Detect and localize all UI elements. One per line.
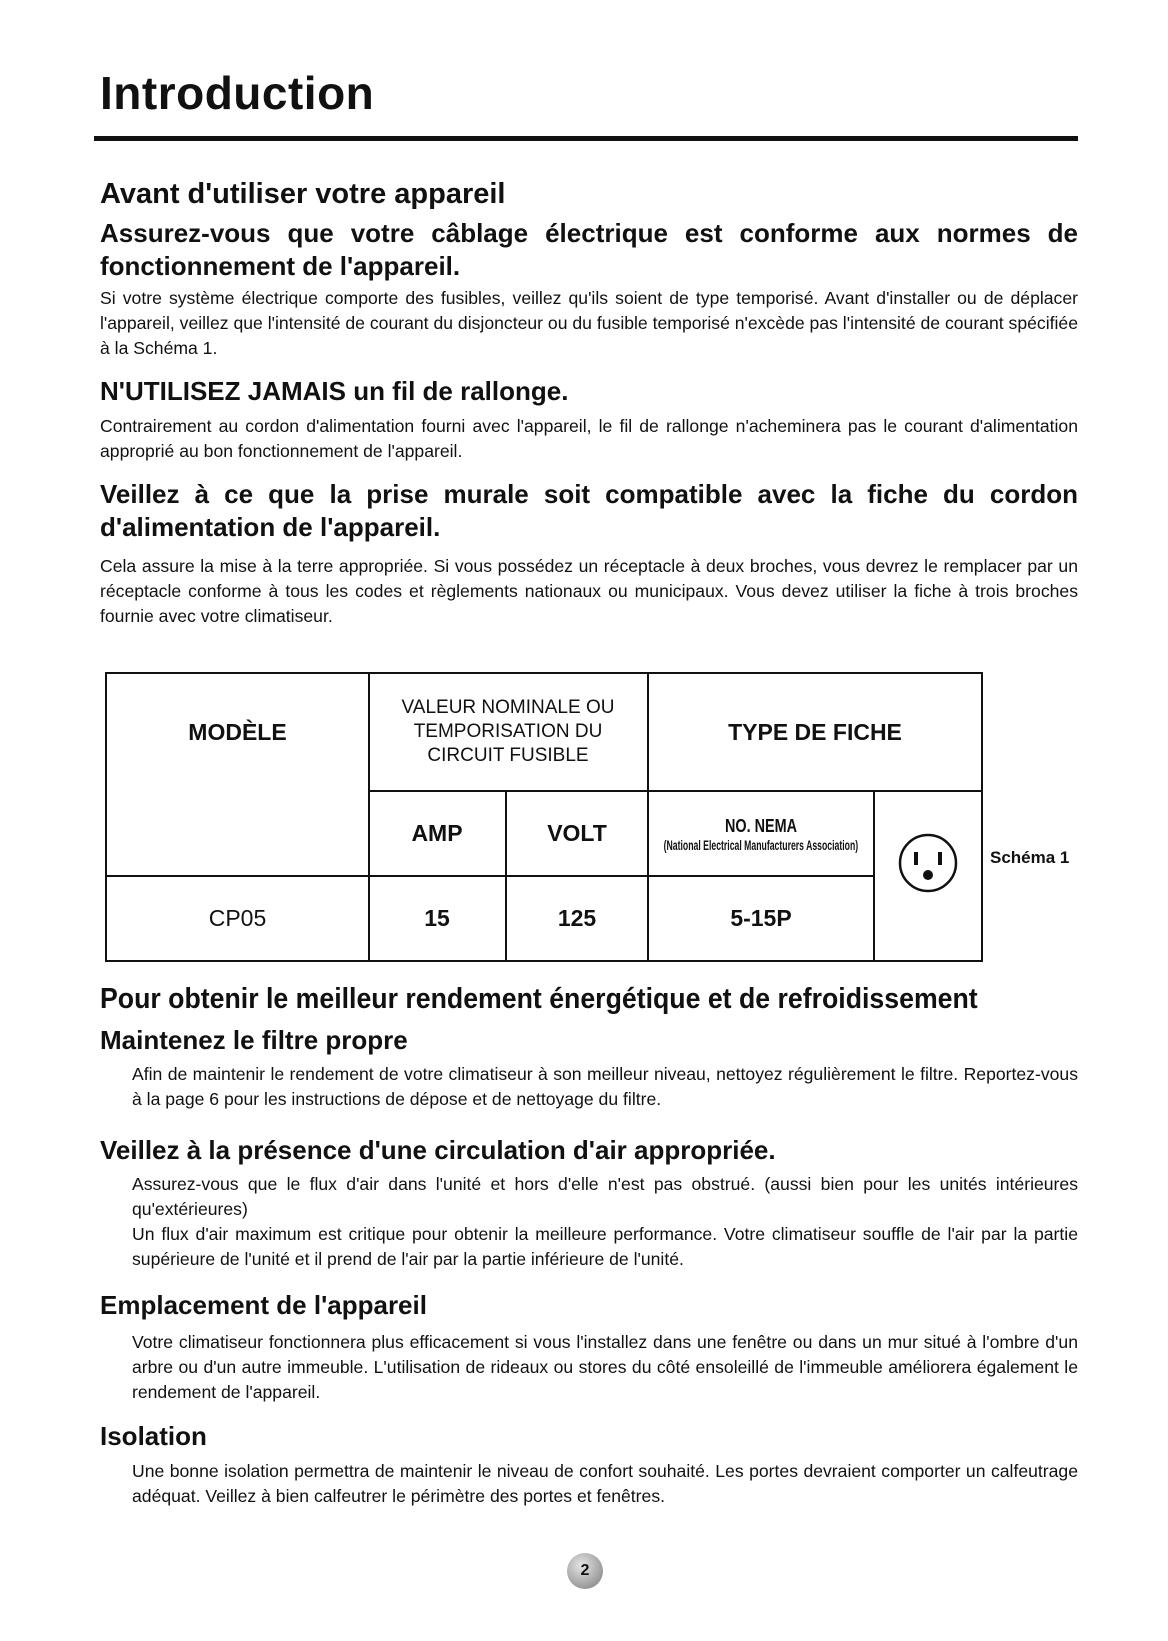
subheading-wiring: Assurez-vous que votre câblage électrique est conforme aux normes de fonctionnement de l'appareil. — [100, 218, 1078, 281]
header-volt: VOLT — [547, 820, 607, 846]
paragraph-location: Votre climatiseur fonctionnera plus efficacement si vous l'installez dans une fenêtre ou dans un mur situé à l'ombre d'un arbre ou d'un autre immeuble. L'utilisation de rideaux ou stores du côté ensoleillé de l'immeuble améliorera également le rendement de l'appareil. — [132, 1332, 1078, 1402]
nema-label: NO. NEMA — [725, 816, 797, 836]
paragraph-insulation: Une bonne isolation permettra de maintenir le niveau de confort souhaité. Les portes devraient comporter un calfeutrage adéquat. Veillez à bien calfeutrer le périmètre des portes et fenêtres. — [132, 1461, 1078, 1506]
paragraph-fuses: Si votre système électrique comporte des fusibles, veillez qu'ils soient de type temporisé. Avant d'installer ou de déplacer l'appareil, veillez que l'intensité de courant du disjoncteur ou du fusible temporisé n'excède pas l'intensité de courant spécifiée à la Schéma 1. — [100, 288, 1078, 358]
three-prong-outlet-icon — [897, 832, 959, 899]
subheading-airflow: Veillez à la présence d'une circulation d'air appropriée. — [100, 1135, 776, 1165]
paragraph-airflow-1: Assurez-vous que le flux d'air dans l'unité et hors d'elle n'est pas obstrué. (aussi bien pour les unités intérieures qu'extérieures) — [132, 1174, 1078, 1219]
cell-model: CP05 — [208, 905, 267, 931]
subheading-insulation: Isolation — [100, 1421, 207, 1451]
subheading-location: Emplacement de l'appareil — [100, 1290, 427, 1320]
page-title: Introduction — [100, 67, 375, 119]
header-rating: VALEUR NOMINALE OU TEMPORISATION DU CIRCUIT FUSIBLE — [401, 697, 615, 766]
paragraph-grounding: Cela assure la mise à la terre appropriée. Si vous possédez un réceptacle à deux broches, vous devrez le remplacer par un réceptacle conforme à tous les codes et règlements nationaux ou municipaux. Vous devez utiliser la fiche à trois broches fournie avec votre climatiseur. — [100, 556, 1078, 626]
nema-note: (National Electrical Manufacturers Association) — [663, 837, 859, 853]
paragraph-airflow-2: Un flux d'air maximum est critique pour obtenir la meilleure performance. Votre climatiseur souffle de l'air par la partie supérieure de l'unité et il prend de l'air par la partie inférieure de l'unité. — [132, 1224, 1078, 1269]
header-amp: AMP — [411, 820, 463, 846]
subheading-filter: Maintenez le filtre propre — [100, 1025, 408, 1055]
paragraph-filter: Afin de maintenir le rendement de votre climatiseur à son meilleur niveau, nettoyez régulièrement le filtre. Reportez-vous à la page 6 pour les instructions de dépose et de nettoyage du filtre. — [132, 1064, 1078, 1109]
electrical-spec-table — [105, 672, 983, 962]
section-heading-before-use: Avant d'utiliser votre appareil — [100, 178, 506, 210]
subheading-extension-cord: N'UTILISEZ JAMAIS un fil de rallonge. — [100, 376, 569, 406]
header-plug-type: TYPE DE FICHE — [728, 718, 902, 745]
subheading-wall-outlet: Veillez à ce que la prise murale soit compatible avec la fiche du cordon d'alimentation de l'appareil. — [100, 479, 1078, 542]
cell-amp: 15 — [424, 905, 450, 931]
section-heading-efficiency: Pour obtenir le meilleur rendement énergétique et de refroidissement — [100, 983, 978, 1015]
cell-volt: 125 — [557, 905, 597, 931]
cell-nema: 5-15P — [730, 905, 792, 931]
title-rule — [94, 136, 1078, 141]
page-number: 2 — [567, 1553, 603, 1589]
header-nema — [649, 797, 873, 872]
paragraph-extension-cord: Contrairement au cordon d'alimentation fourni avec l'appareil, le fil de rallonge n'acheminera pas le courant d'alimentation approprié au bon fonctionnement de l'appareil. — [100, 416, 1078, 461]
header-model: MODÈLE — [188, 718, 287, 745]
schema-caption: Schéma 1 — [990, 848, 1070, 867]
